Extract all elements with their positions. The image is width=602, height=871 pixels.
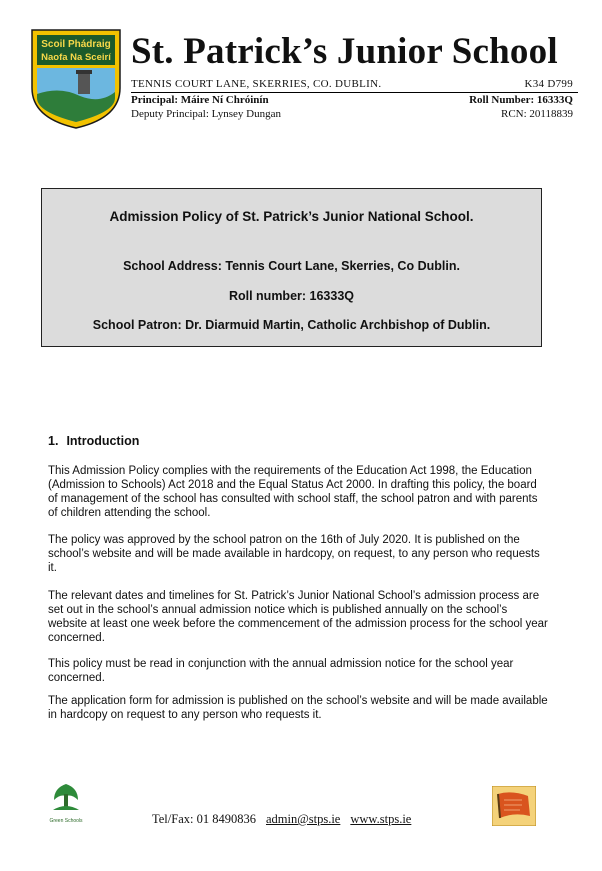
eircode: K34 D799: [524, 78, 573, 90]
school-crest-logo: [30, 28, 122, 130]
policy-roll-number: Roll number: 16333Q: [228, 289, 355, 303]
policy-school-address: School Address: Tennis Court Lane, Skerries, Co Dublin.: [123, 259, 460, 273]
section-number: 1.: [48, 434, 59, 448]
policy-title: Admission Policy of St. Patrick’s Junior National School.: [109, 209, 474, 224]
footer-contact: [152, 812, 411, 827]
intro-paragraph: This Admission Policy complies with the requirements of the Education Act 1998, the Education (Admission to Schools) Act 2018 and the Equal Status Act 2000. In drafting this policy, the board of management of the school has consulted with school staff, the school patron and with parents of children attending the school.: [48, 465, 538, 519]
school-name-heading: St. Patrick’s Junior School: [131, 31, 558, 72]
header-divider: [131, 92, 578, 93]
address-row: [131, 77, 573, 91]
principal-name: Principal: Máire Ní Chróinín: [131, 94, 269, 106]
rcn-number: RCN: 20118839: [500, 108, 573, 120]
roll-number: Roll Number: 16333Q: [469, 94, 573, 106]
crest-line-1: Scoil Phádraig: [41, 39, 111, 50]
section-title: Introduction: [66, 434, 140, 448]
website-link[interactable]: www.stps.ie: [350, 812, 412, 826]
tel-fax: Tel/Fax: 01 8490836: [152, 812, 256, 826]
deputy-row: [131, 108, 573, 121]
intro-paragraph: The application form for admission is published on the school’s website and will be made available in hardcopy on request to any person who requests it.: [48, 695, 548, 721]
principal-row: [131, 94, 573, 107]
section-heading: [48, 434, 139, 448]
email-link[interactable]: admin@stps.ie: [265, 812, 341, 826]
crest-line-2: Naofa Na Sceirí: [41, 52, 111, 63]
intro-paragraph: The relevant dates and timelines for St. Patrick’s Junior National School’s admission process are set out in the school’s annual admission notice which is published annually on the school’s website at least one week before the commencement of the admission process for the school year concerned.: [48, 590, 548, 644]
policy-title-box: [41, 188, 542, 347]
intro-paragraph: The policy was approved by the school patron on the 16th of July 2020. It is published on the school’s website and will be made available in hardcopy, on request, to any person who requests it.: [48, 534, 540, 574]
school-address: TENNIS COURT LANE, SKERRIES, CO. DUBLIN.: [131, 78, 382, 90]
flag-badge-icon: [492, 786, 536, 826]
green-schools-logo-icon: [48, 780, 84, 826]
intro-paragraph: This policy must be read in conjunction with the annual admission notice for the school year concerned.: [48, 658, 514, 684]
policy-patron: School Patron: Dr. Diarmuid Martin, Catholic Archbishop of Dublin.: [92, 318, 491, 332]
deputy-principal-name: Deputy Principal: Lynsey Dungan: [131, 108, 282, 120]
green-schools-label: Green Schools: [49, 818, 83, 824]
